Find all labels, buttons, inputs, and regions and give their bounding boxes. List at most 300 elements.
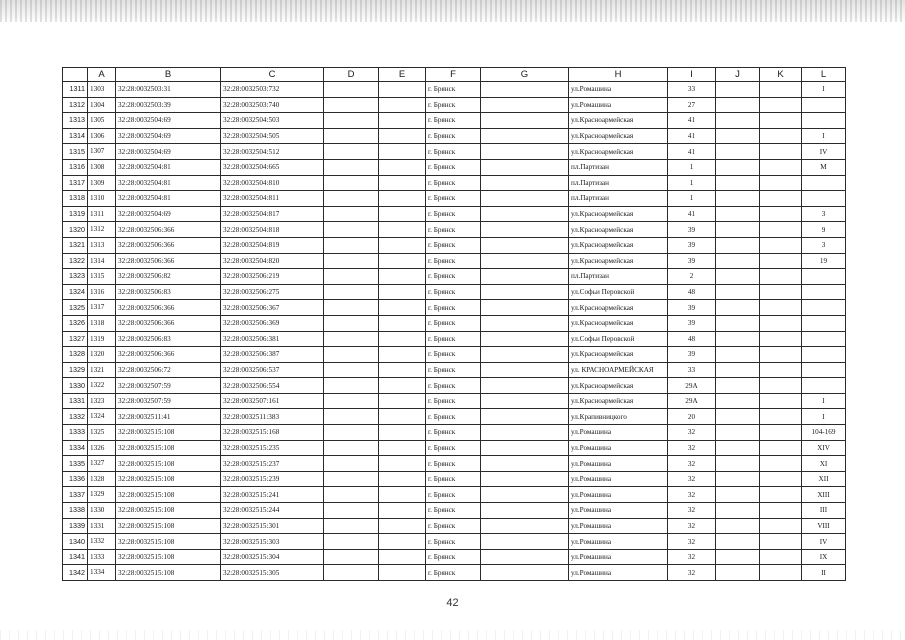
cell-j bbox=[716, 393, 760, 409]
cell-e bbox=[379, 128, 426, 144]
cell-l bbox=[802, 362, 846, 378]
cell-k bbox=[760, 269, 802, 285]
cell-c: 32:28:0032515:304 bbox=[221, 549, 324, 565]
cell-l: XII bbox=[802, 471, 846, 487]
cell-d bbox=[324, 518, 379, 534]
cell-g bbox=[481, 409, 569, 425]
cell-i: 32 bbox=[668, 565, 716, 581]
cell-j bbox=[716, 487, 760, 503]
cell-c: 32:28:0032504:819 bbox=[221, 237, 324, 253]
column-header-a: A bbox=[88, 68, 116, 82]
cell-h: ул.Софьи Перовской bbox=[569, 331, 668, 347]
cell-i: 41 bbox=[668, 113, 716, 129]
cell-d bbox=[324, 362, 379, 378]
cell-b: 32:28:0032515:108 bbox=[116, 565, 221, 581]
cell-a: 1321 bbox=[88, 362, 116, 378]
cell-k bbox=[760, 253, 802, 269]
cell-i: 32 bbox=[668, 471, 716, 487]
cell-l: XIV bbox=[802, 440, 846, 456]
cell-i: 32 bbox=[668, 487, 716, 503]
cell-b: 32:28:0032515:108 bbox=[116, 503, 221, 519]
cell-j bbox=[716, 113, 760, 129]
cell-l bbox=[802, 300, 846, 316]
cell-k bbox=[760, 128, 802, 144]
cell-h: пл.Партизан bbox=[569, 191, 668, 207]
cell-d bbox=[324, 82, 379, 98]
column-header-k: K bbox=[760, 68, 802, 82]
cell-i: 39 bbox=[668, 347, 716, 363]
table-row bbox=[63, 534, 846, 550]
column-header-g: G bbox=[481, 68, 569, 82]
row-number: 1318 bbox=[63, 191, 88, 207]
row-number: 1341 bbox=[63, 549, 88, 565]
cell-j bbox=[716, 409, 760, 425]
cell-j bbox=[716, 425, 760, 441]
table-row bbox=[63, 362, 846, 378]
cell-c: 32:28:0032506:275 bbox=[221, 284, 324, 300]
cell-f: г. Брянск bbox=[426, 144, 481, 160]
cell-k bbox=[760, 331, 802, 347]
spreadsheet-table bbox=[62, 67, 846, 581]
table-row bbox=[63, 549, 846, 565]
cell-a: 1316 bbox=[88, 284, 116, 300]
cell-a: 1311 bbox=[88, 206, 116, 222]
row-number: 1313 bbox=[63, 113, 88, 129]
table-row bbox=[63, 393, 846, 409]
cell-f: г. Брянск bbox=[426, 362, 481, 378]
cell-g bbox=[481, 222, 569, 238]
table-row bbox=[63, 269, 846, 285]
cell-h: ул.Ромашина bbox=[569, 487, 668, 503]
cell-j bbox=[716, 549, 760, 565]
cell-e bbox=[379, 425, 426, 441]
table-row bbox=[63, 456, 846, 472]
cell-e bbox=[379, 487, 426, 503]
cell-a: 1328 bbox=[88, 471, 116, 487]
cell-l bbox=[802, 175, 846, 191]
row-number: 1315 bbox=[63, 144, 88, 160]
cell-f: г. Брянск bbox=[426, 565, 481, 581]
table-row bbox=[63, 315, 846, 331]
cell-l bbox=[802, 113, 846, 129]
cell-d bbox=[324, 440, 379, 456]
cell-l bbox=[802, 97, 846, 113]
cell-e bbox=[379, 191, 426, 207]
cell-b: 32:28:0032506:366 bbox=[116, 300, 221, 316]
cell-e bbox=[379, 409, 426, 425]
cell-f: г. Брянск bbox=[426, 191, 481, 207]
cell-j bbox=[716, 237, 760, 253]
cell-i: 39 bbox=[668, 253, 716, 269]
cell-e bbox=[379, 237, 426, 253]
row-number: 1312 bbox=[63, 97, 88, 113]
cell-c: 32:28:0032504:817 bbox=[221, 206, 324, 222]
cell-a: 1306 bbox=[88, 128, 116, 144]
cell-f: г. Брянск bbox=[426, 518, 481, 534]
cell-c: 32:28:0032506:537 bbox=[221, 362, 324, 378]
cell-d bbox=[324, 471, 379, 487]
cell-j bbox=[716, 518, 760, 534]
cell-a: 1323 bbox=[88, 393, 116, 409]
cell-g bbox=[481, 144, 569, 160]
table-row bbox=[63, 471, 846, 487]
cell-e bbox=[379, 471, 426, 487]
cell-e bbox=[379, 97, 426, 113]
cell-g bbox=[481, 565, 569, 581]
row-number: 1340 bbox=[63, 534, 88, 550]
cell-a: 1313 bbox=[88, 237, 116, 253]
row-number: 1328 bbox=[63, 347, 88, 363]
cell-c: 32:28:0032503:732 bbox=[221, 82, 324, 98]
cell-d bbox=[324, 222, 379, 238]
row-number: 1311 bbox=[63, 82, 88, 98]
cell-e bbox=[379, 331, 426, 347]
cell-l bbox=[802, 347, 846, 363]
column-header-f: F bbox=[426, 68, 481, 82]
cell-j bbox=[716, 362, 760, 378]
cell-g bbox=[481, 82, 569, 98]
cell-c: 32:28:0032515:305 bbox=[221, 565, 324, 581]
cell-g bbox=[481, 456, 569, 472]
cell-h: ул.Ромашина bbox=[569, 425, 668, 441]
cell-j bbox=[716, 300, 760, 316]
cell-f: г. Брянск bbox=[426, 393, 481, 409]
cell-a: 1310 bbox=[88, 191, 116, 207]
cell-h: ул.Красноармейская bbox=[569, 113, 668, 129]
cell-a: 1332 bbox=[88, 534, 116, 550]
table-row bbox=[63, 565, 846, 581]
cell-f: г. Брянск bbox=[426, 206, 481, 222]
cell-b: 32:28:0032515:108 bbox=[116, 425, 221, 441]
cell-h: ул.Красноармейская bbox=[569, 253, 668, 269]
cell-i: 41 bbox=[668, 144, 716, 160]
cell-h: ул.Софьи Перовской bbox=[569, 284, 668, 300]
cell-l bbox=[802, 378, 846, 394]
cell-e bbox=[379, 82, 426, 98]
cell-k bbox=[760, 503, 802, 519]
cell-k bbox=[760, 362, 802, 378]
cell-i: 41 bbox=[668, 206, 716, 222]
cell-f: г. Брянск bbox=[426, 159, 481, 175]
cell-j bbox=[716, 191, 760, 207]
cell-l: 3 bbox=[802, 206, 846, 222]
row-number: 1333 bbox=[63, 425, 88, 441]
cell-l: IV bbox=[802, 144, 846, 160]
cell-c: 32:28:0032515:237 bbox=[221, 456, 324, 472]
scan-noise-bottom bbox=[0, 630, 905, 640]
cell-a: 1334 bbox=[88, 565, 116, 581]
cell-h: ул.Красноармейская bbox=[569, 222, 668, 238]
row-number: 1319 bbox=[63, 206, 88, 222]
cell-f: г. Брянск bbox=[426, 300, 481, 316]
cell-f: г. Брянск bbox=[426, 503, 481, 519]
cell-g bbox=[481, 518, 569, 534]
cell-c: 32:28:0032507:161 bbox=[221, 393, 324, 409]
cell-f: г. Брянск bbox=[426, 487, 481, 503]
row-number: 1323 bbox=[63, 269, 88, 285]
cell-e bbox=[379, 347, 426, 363]
row-number: 1338 bbox=[63, 503, 88, 519]
cell-j bbox=[716, 471, 760, 487]
cell-h: ул.Ромашина bbox=[569, 534, 668, 550]
cell-a: 1326 bbox=[88, 440, 116, 456]
column-header-c: C bbox=[221, 68, 324, 82]
cell-i: 32 bbox=[668, 425, 716, 441]
cell-h: ул.Красноармейская bbox=[569, 144, 668, 160]
cell-e bbox=[379, 284, 426, 300]
cell-d bbox=[324, 565, 379, 581]
scan-noise-top bbox=[0, 0, 905, 22]
cell-h: ул.Красноармейская bbox=[569, 237, 668, 253]
table-row bbox=[63, 191, 846, 207]
cell-k bbox=[760, 549, 802, 565]
cell-l: М bbox=[802, 159, 846, 175]
table-row bbox=[63, 253, 846, 269]
cell-g bbox=[481, 206, 569, 222]
cell-a: 1308 bbox=[88, 159, 116, 175]
cell-a: 1333 bbox=[88, 549, 116, 565]
page-number: 42 bbox=[446, 597, 459, 609]
cell-c: 32:28:0032506:381 bbox=[221, 331, 324, 347]
cell-l bbox=[802, 269, 846, 285]
cell-c: 32:28:0032515:168 bbox=[221, 425, 324, 441]
row-number: 1316 bbox=[63, 159, 88, 175]
cell-d bbox=[324, 503, 379, 519]
cell-a: 1315 bbox=[88, 269, 116, 285]
cell-k bbox=[760, 347, 802, 363]
cell-i: 39 bbox=[668, 315, 716, 331]
row-number: 1322 bbox=[63, 253, 88, 269]
cell-a: 1317 bbox=[88, 300, 116, 316]
cell-j bbox=[716, 284, 760, 300]
cell-f: г. Брянск bbox=[426, 534, 481, 550]
cell-i: 39 bbox=[668, 300, 716, 316]
cell-j bbox=[716, 97, 760, 113]
cell-g bbox=[481, 284, 569, 300]
cell-g bbox=[481, 315, 569, 331]
row-number: 1337 bbox=[63, 487, 88, 503]
cell-l bbox=[802, 331, 846, 347]
cell-l: I bbox=[802, 409, 846, 425]
cell-f: г. Брянск bbox=[426, 113, 481, 129]
cell-g bbox=[481, 362, 569, 378]
cell-l: 19 bbox=[802, 253, 846, 269]
cell-g bbox=[481, 425, 569, 441]
cell-l bbox=[802, 191, 846, 207]
cell-f: г. Брянск bbox=[426, 128, 481, 144]
table-row bbox=[63, 503, 846, 519]
row-number: 1325 bbox=[63, 300, 88, 316]
cell-h: ул.Ромашина bbox=[569, 456, 668, 472]
cell-g bbox=[481, 97, 569, 113]
cell-g bbox=[481, 191, 569, 207]
cell-e bbox=[379, 378, 426, 394]
table-row bbox=[63, 284, 846, 300]
cell-e bbox=[379, 549, 426, 565]
cell-l: XI bbox=[802, 456, 846, 472]
column-header-b: B bbox=[116, 68, 221, 82]
cell-k bbox=[760, 425, 802, 441]
cell-i: 32 bbox=[668, 534, 716, 550]
cell-i: 48 bbox=[668, 284, 716, 300]
cell-d bbox=[324, 393, 379, 409]
column-header-l: L bbox=[802, 68, 846, 82]
cell-a: 1309 bbox=[88, 175, 116, 191]
cell-a: 1322 bbox=[88, 378, 116, 394]
cell-k bbox=[760, 409, 802, 425]
cell-k bbox=[760, 206, 802, 222]
cell-i: 39 bbox=[668, 222, 716, 238]
cell-a: 1303 bbox=[88, 82, 116, 98]
cell-b: 32:28:0032504:69 bbox=[116, 206, 221, 222]
cell-e bbox=[379, 518, 426, 534]
cell-k bbox=[760, 284, 802, 300]
cell-h: ул.Красноармейская bbox=[569, 378, 668, 394]
cell-b: 32:28:0032504:69 bbox=[116, 144, 221, 160]
cell-a: 1305 bbox=[88, 113, 116, 129]
cell-k bbox=[760, 113, 802, 129]
cell-i: 32 bbox=[668, 518, 716, 534]
cell-g bbox=[481, 175, 569, 191]
cell-i: 33 bbox=[668, 362, 716, 378]
table-row bbox=[63, 378, 846, 394]
cell-f: г. Брянск bbox=[426, 82, 481, 98]
cell-e bbox=[379, 159, 426, 175]
cell-b: 32:28:0032504:81 bbox=[116, 191, 221, 207]
cell-c: 32:28:0032506:369 bbox=[221, 315, 324, 331]
cell-i: 29А bbox=[668, 378, 716, 394]
cell-j bbox=[716, 378, 760, 394]
cell-j bbox=[716, 253, 760, 269]
cell-d bbox=[324, 128, 379, 144]
cell-i: 48 bbox=[668, 331, 716, 347]
cell-b: 32:28:0032507:59 bbox=[116, 393, 221, 409]
cell-l: I bbox=[802, 393, 846, 409]
cell-j bbox=[716, 144, 760, 160]
row-number: 1317 bbox=[63, 175, 88, 191]
cell-c: 32:28:0032504:665 bbox=[221, 159, 324, 175]
cell-g bbox=[481, 503, 569, 519]
table-row bbox=[63, 175, 846, 191]
cell-b: 32:28:0032506:366 bbox=[116, 315, 221, 331]
cell-k bbox=[760, 393, 802, 409]
cell-i: 32 bbox=[668, 549, 716, 565]
cell-d bbox=[324, 300, 379, 316]
column-header-j: J bbox=[716, 68, 760, 82]
cell-k bbox=[760, 534, 802, 550]
cell-h: пл.Партизан bbox=[569, 269, 668, 285]
cell-g bbox=[481, 331, 569, 347]
cell-f: г. Брянск bbox=[426, 456, 481, 472]
cell-h: ул.Ромашина bbox=[569, 97, 668, 113]
cell-g bbox=[481, 128, 569, 144]
cell-i: 32 bbox=[668, 503, 716, 519]
cell-i: 29А bbox=[668, 393, 716, 409]
column-header-i: I bbox=[668, 68, 716, 82]
cell-e bbox=[379, 393, 426, 409]
cell-j bbox=[716, 128, 760, 144]
cell-h: ул.Ромашина bbox=[569, 471, 668, 487]
table-row bbox=[63, 206, 846, 222]
cell-j bbox=[716, 82, 760, 98]
cell-g bbox=[481, 253, 569, 269]
table-row bbox=[63, 144, 846, 160]
cell-c: 32:28:0032504:810 bbox=[221, 175, 324, 191]
cell-b: 32:28:0032504:81 bbox=[116, 175, 221, 191]
cell-h: ул.Ромашина bbox=[569, 440, 668, 456]
table-row bbox=[63, 518, 846, 534]
table-row bbox=[63, 347, 846, 363]
cell-j bbox=[716, 503, 760, 519]
cell-l: XIII bbox=[802, 487, 846, 503]
cell-h: ул.Красноармейская bbox=[569, 347, 668, 363]
cell-h: пл.Партизан bbox=[569, 175, 668, 191]
table-row bbox=[63, 331, 846, 347]
cell-i: 20 bbox=[668, 409, 716, 425]
cell-a: 1320 bbox=[88, 347, 116, 363]
row-number: 1332 bbox=[63, 409, 88, 425]
cell-a: 1318 bbox=[88, 315, 116, 331]
cell-j bbox=[716, 440, 760, 456]
cell-e bbox=[379, 175, 426, 191]
cell-c: 32:28:0032506:367 bbox=[221, 300, 324, 316]
cell-k bbox=[760, 144, 802, 160]
cell-e bbox=[379, 144, 426, 160]
cell-g bbox=[481, 237, 569, 253]
cell-h: ул.Красноармейская bbox=[569, 315, 668, 331]
cell-e bbox=[379, 113, 426, 129]
cell-d bbox=[324, 191, 379, 207]
cell-g bbox=[481, 159, 569, 175]
cell-j bbox=[716, 534, 760, 550]
cell-f: г. Брянск bbox=[426, 97, 481, 113]
row-number: 1334 bbox=[63, 440, 88, 456]
cell-b: 32:28:0032503:39 bbox=[116, 97, 221, 113]
cell-f: г. Брянск bbox=[426, 269, 481, 285]
cell-b: 32:28:0032515:108 bbox=[116, 518, 221, 534]
cell-d bbox=[324, 425, 379, 441]
cell-f: г. Брянск bbox=[426, 549, 481, 565]
cell-c: 32:28:0032506:554 bbox=[221, 378, 324, 394]
cell-f: г. Брянск bbox=[426, 347, 481, 363]
cell-c: 32:28:0032503:740 bbox=[221, 97, 324, 113]
cell-c: 32:28:0032504:505 bbox=[221, 128, 324, 144]
cell-g bbox=[481, 347, 569, 363]
row-number: 1342 bbox=[63, 565, 88, 581]
cell-b: 32:28:0032506:366 bbox=[116, 222, 221, 238]
cell-b: 32:28:0032506:83 bbox=[116, 331, 221, 347]
row-number: 1329 bbox=[63, 362, 88, 378]
cell-k bbox=[760, 440, 802, 456]
table-row bbox=[63, 237, 846, 253]
column-header-e: E bbox=[379, 68, 426, 82]
cell-g bbox=[481, 534, 569, 550]
table-row bbox=[63, 425, 846, 441]
table-row bbox=[63, 97, 846, 113]
cell-d bbox=[324, 378, 379, 394]
cell-l: 3 bbox=[802, 237, 846, 253]
cell-d bbox=[324, 159, 379, 175]
cell-i: 33 bbox=[668, 82, 716, 98]
cell-g bbox=[481, 269, 569, 285]
cell-e bbox=[379, 534, 426, 550]
cell-f: г. Брянск bbox=[426, 222, 481, 238]
cell-k bbox=[760, 565, 802, 581]
table-row bbox=[63, 128, 846, 144]
cell-f: г. Брянск bbox=[426, 378, 481, 394]
cell-l: I bbox=[802, 128, 846, 144]
cell-k bbox=[760, 97, 802, 113]
